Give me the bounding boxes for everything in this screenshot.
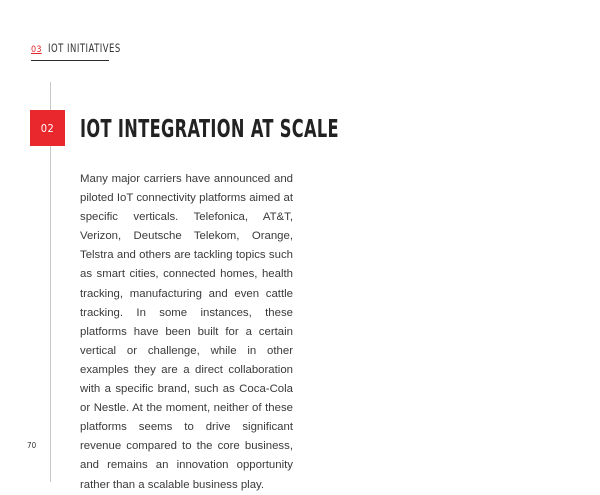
body-paragraph: Many major carriers have announced and piloted IoT connectivity platforms aimed at specific verticals. Telefonica, AT&T, Verizon, Deutsche Telekom, Orange, Telstra and others are tackling topics such as smart cities, connected homes, health tracking, manufacturing and even cattle tracking. In some instances, these platforms have been built for a certain vertical or challenge, while in other examples they are a direct collaboration with a specific brand, such as Coca-Cola or Nestle. At the moment, neither of these platforms seems to drive significant revenue compared to the core business, and remains an innovation opportunity rather than a scalable business play.	[80, 173, 293, 491]
subsection-number: 02	[40, 121, 55, 135]
section-header	[31, 41, 121, 61]
page-heading: IOT INTEGRATION AT SCALE	[80, 114, 339, 143]
section-title: IOT INITIATIVES	[47, 41, 121, 55]
subsection-badge	[30, 110, 65, 146]
section-number: 03	[31, 45, 42, 55]
page-number: 70	[27, 441, 37, 450]
